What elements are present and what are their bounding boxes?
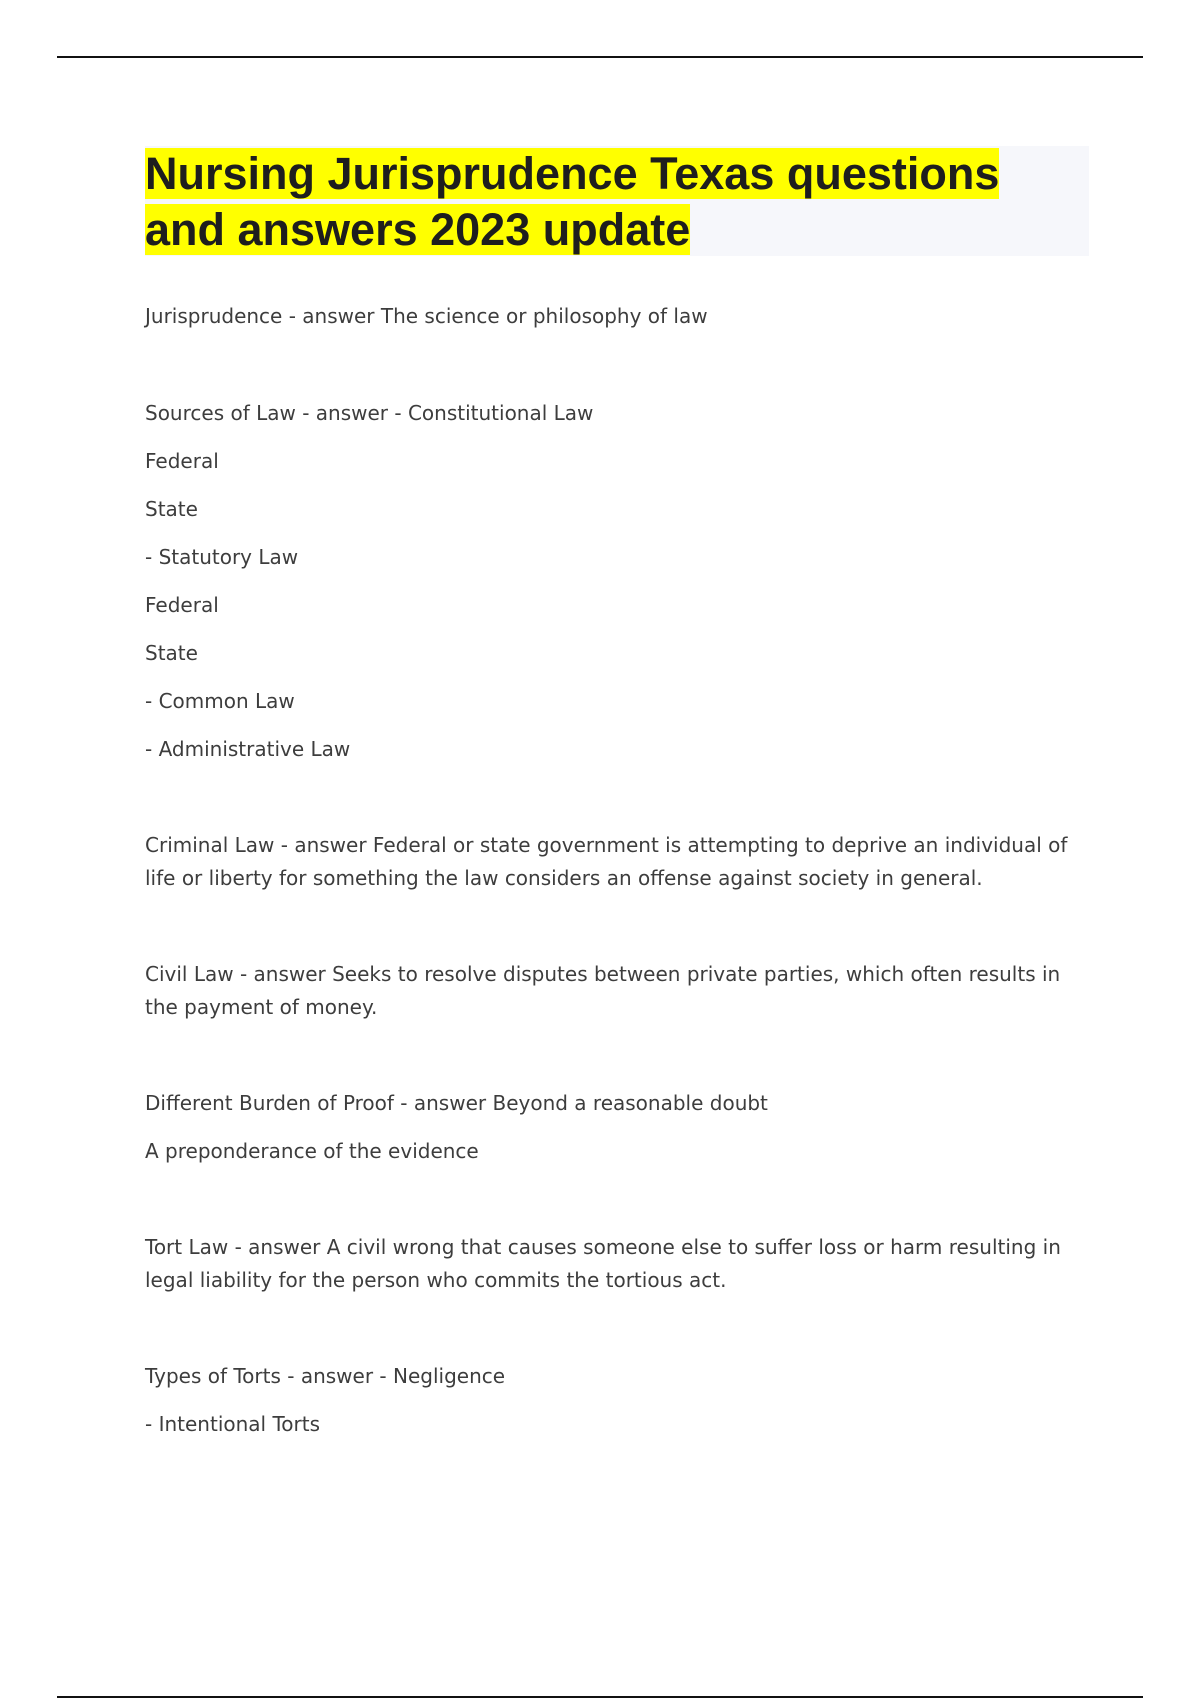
qa-line: - Statutory Law <box>145 545 299 569</box>
qa-line: A preponderance of the evidence <box>145 1139 479 1163</box>
qa-paragraph: Tort Law - answer A civil wrong that causes someone else to suffer loss or harm resulting in legal liability for the person who commits the tortious act. <box>145 1235 1061 1292</box>
qa-line: Sources of Law - answer - Constitutional Law <box>145 401 594 425</box>
qa-line: Types of Torts - answer - Negligence <box>145 1364 506 1388</box>
qa-line: State <box>145 497 198 521</box>
footer-rule <box>57 1696 1143 1698</box>
qa-line: - Intentional Torts <box>145 1412 320 1436</box>
document-title <box>145 146 1089 258</box>
document-body <box>145 300 1095 1456</box>
qa-line: State <box>145 641 198 665</box>
title-highlight: Nursing Jurisprudence Texas questions and answers 2023 update <box>145 148 1000 255</box>
qa-line: - Administrative Law <box>145 737 351 761</box>
qa-line: Federal <box>145 449 219 473</box>
qa-line: Federal <box>145 593 219 617</box>
qa-line: Different Burden of Proof - answer Beyond a reasonable doubt <box>145 1091 768 1115</box>
qa-line: Jurisprudence - answer The science or philosophy of law <box>145 304 708 328</box>
qa-line: - Common Law <box>145 689 295 713</box>
qa-paragraph: Civil Law - answer Seeks to resolve disputes between private parties, which often results in the payment of money. <box>145 962 1061 1019</box>
header-rule <box>57 56 1143 58</box>
qa-paragraph: Criminal Law - answer Federal or state government is attempting to deprive an individual of life or liberty for something the law considers an offense against society in general. <box>145 833 1068 890</box>
